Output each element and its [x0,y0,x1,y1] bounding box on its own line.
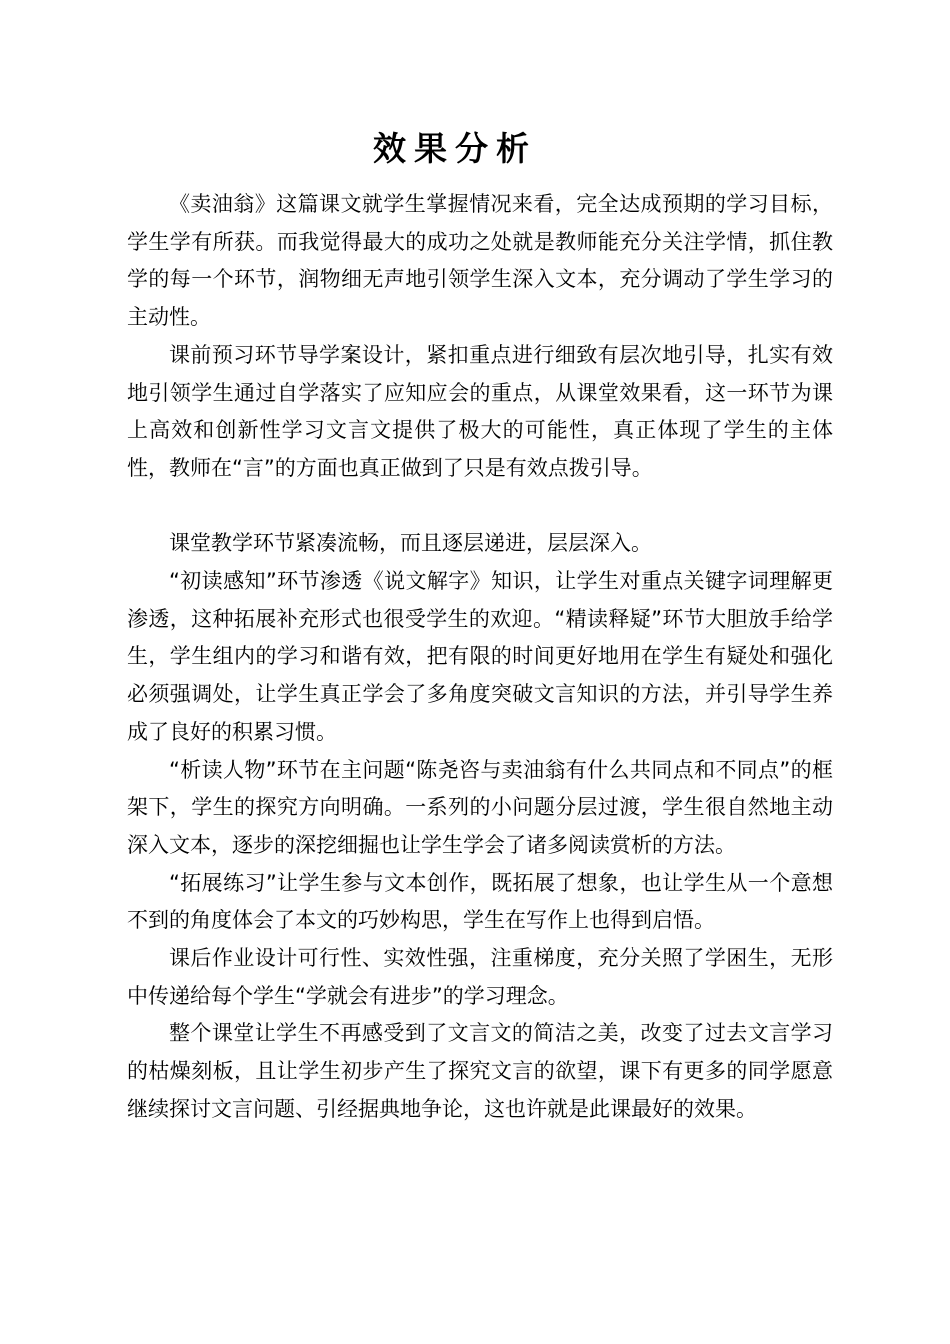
page-title: 效果分析 [373,129,537,168]
paragraph-2: 课前预习环节导学案设计，紧扣重点进行细致有层次地引导，扎实有效地引领学生通过自学落实了应知应会的重点，从课堂效果看，这一环节为课上高效和创新性学习文言文提供了极大的可能性，真正体现了学生的主体性，教师在“言”的方面也真正做到了只是有效点拨引导。 [127,342,833,480]
paragraph-5: “析读人物”环节在主问题“陈尧咨与卖油翁有什么共同点和不同点”的框架下，学生的探究方向明确。一系列的小问题分层过渡，学生很自然地主动深入文本，逐步的深挖细掘也让学生学会了诸多阅读赏析的方法。 [127,757,833,857]
paragraph-3: 课堂教学环节紧凑流畅，而且逐层递进，层层深入。 [169,531,652,556]
paragraph-6: “拓展练习”让学生参与文本创作，既拓展了想象，也让学生从一个意想不到的角度体会了本文的巧妙构思，学生在写作上也得到启悟。 [127,870,833,933]
paragraph-1: 《卖油翁》这篇课文就学生掌握情况来看，完全达成预期的学习目标，学生学有所获。而我觉得最大的成功之处就是教师能充分关注学情，抓住教学的每一个环节，润物细无声地引领学生深入文本，充分调动了学生学习的主动性。 [127,192,833,330]
paragraph-7: 课后作业设计可行性、实效性强，注重梯度，充分关照了学困生，无形中传递给每个学生“学就会有进步”的学习理念。 [127,946,833,1008]
blank-line [127,488,833,526]
paragraph-4: “初读感知”环节渗透《说文解字》知识，让学生对重点关键字词理解更渗透，这种拓展补充形式也很受学生的欢迎。“精读释疑”环节大胆放手给学生，学生组内的学习和谐有效，把有限的时间更好地用在学生有疑处和强化必须强调处，让学生真正学会了多角度突破文言知识的方法，并引导学生养成了良好的积累习惯。 [127,569,833,744]
paragraph-8: 整个课堂让学生不再感受到了文言文的简洁之美，改变了过去文言学习的枯燥刻板，且让学生初步产生了探究文言的欲望，课下有更多的同学愿意继续探讨文言问题、引经据典地争论，这也许就是此课最好的效果。 [127,1021,833,1121]
document-body [127,186,833,1129]
